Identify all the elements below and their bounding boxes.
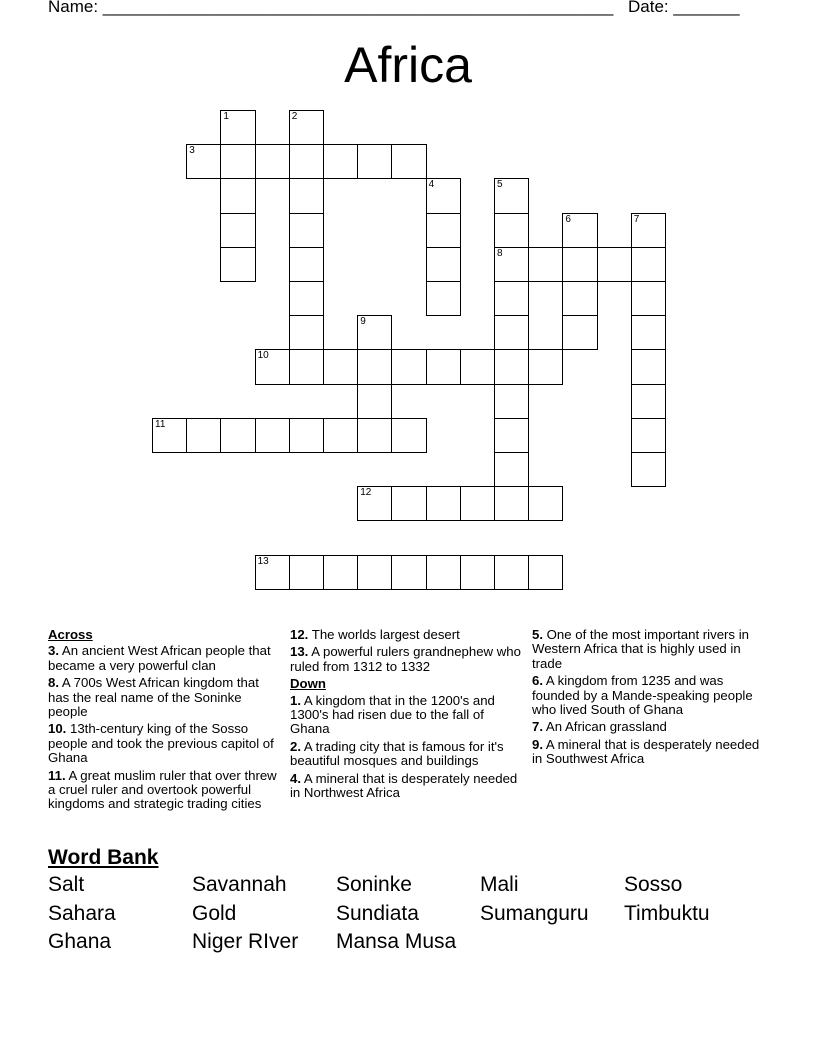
grid-cell[interactable] bbox=[323, 144, 358, 179]
clue-across-13: 13. A powerful rulers grandnephew who ruled from 1312 to 1332 bbox=[290, 644, 521, 674]
grid-cell[interactable] bbox=[357, 144, 392, 179]
grid-cell[interactable] bbox=[357, 555, 392, 590]
clue-across-11: 11. A great muslim ruler that over threw a cruel ruler and overtook powerful kingdoms and strategic trading cities bbox=[48, 767, 277, 812]
grid-cell[interactable] bbox=[494, 213, 529, 248]
grid-cell[interactable] bbox=[460, 555, 495, 590]
grid-cell[interactable] bbox=[391, 418, 426, 453]
grid-cell[interactable] bbox=[391, 144, 426, 179]
grid-cell[interactable] bbox=[528, 555, 563, 590]
grid-cell[interactable] bbox=[494, 178, 529, 213]
grid-cell[interactable] bbox=[494, 452, 529, 487]
grid-cell[interactable] bbox=[357, 486, 392, 521]
page-title: Africa bbox=[344, 37, 472, 93]
grid-cell[interactable] bbox=[391, 555, 426, 590]
grid-cell[interactable] bbox=[494, 384, 529, 419]
clue-across-3: 3. An ancient West African people that became a very powerful clan bbox=[48, 643, 271, 673]
word-bank-word: Mansa Musa bbox=[336, 930, 457, 953]
grid-cell[interactable] bbox=[289, 315, 324, 350]
grid-cell[interactable] bbox=[255, 349, 290, 384]
grid-cell[interactable] bbox=[494, 486, 529, 521]
grid-cell[interactable] bbox=[426, 213, 461, 248]
grid-cell[interactable] bbox=[220, 178, 255, 213]
grid-cell[interactable] bbox=[426, 247, 461, 282]
down-heading: Down bbox=[290, 676, 326, 692]
clues-column-1 bbox=[48, 628, 280, 815]
clue-number: 9 bbox=[360, 316, 366, 328]
grid-cell[interactable] bbox=[562, 247, 597, 282]
clues-column-2 bbox=[290, 628, 522, 803]
word-bank-word: Niger RIver bbox=[192, 930, 299, 953]
grid-cell[interactable] bbox=[289, 281, 324, 316]
word-bank-word: Sumanguru bbox=[480, 902, 589, 925]
clue-down-6: 6. A kingdom from 1235 and was founded by a Mande-speaking people who lived South of Ghana bbox=[532, 673, 753, 718]
clue-number: 10 bbox=[257, 350, 269, 362]
word-bank-title: Word Bank bbox=[48, 846, 159, 869]
word-bank-word: Sosso bbox=[624, 873, 683, 896]
clue-number: 3 bbox=[189, 145, 195, 157]
clue-down-4: 4. A mineral that is desperately needed in Northwest Africa bbox=[290, 770, 518, 801]
grid-cell[interactable] bbox=[357, 418, 392, 453]
grid-cell[interactable] bbox=[460, 349, 495, 384]
grid-cell[interactable] bbox=[255, 144, 290, 179]
grid-cell[interactable] bbox=[357, 349, 392, 384]
grid-cell[interactable] bbox=[494, 281, 529, 316]
grid-cell[interactable] bbox=[323, 555, 358, 590]
grid-cell[interactable] bbox=[528, 349, 563, 384]
grid-cell[interactable] bbox=[289, 555, 324, 590]
grid-cell[interactable] bbox=[426, 349, 461, 384]
clues-column-3 bbox=[532, 628, 768, 770]
grid-cell[interactable] bbox=[186, 418, 221, 453]
grid-cell[interactable] bbox=[494, 247, 529, 282]
grid-cell[interactable] bbox=[426, 555, 461, 590]
clue-down-7: 7. An African grassland bbox=[532, 719, 667, 735]
grid-cell[interactable] bbox=[255, 418, 290, 453]
clue-number: 13 bbox=[257, 555, 269, 567]
date-field[interactable]: Date: _______ bbox=[628, 0, 740, 16]
grid-cell[interactable] bbox=[562, 315, 597, 350]
grid-cell[interactable] bbox=[562, 213, 597, 248]
grid-cell[interactable] bbox=[289, 418, 324, 453]
grid-cell[interactable] bbox=[631, 349, 666, 384]
clue-number: 6 bbox=[565, 213, 571, 225]
word-bank-word: Mali bbox=[480, 873, 519, 896]
grid-cell[interactable] bbox=[631, 452, 666, 487]
word-bank-word: Sundiata bbox=[336, 902, 419, 925]
grid-cell[interactable] bbox=[631, 213, 666, 248]
clue-number: 8 bbox=[497, 247, 503, 259]
grid-cell[interactable] bbox=[528, 247, 563, 282]
grid-cell[interactable] bbox=[426, 281, 461, 316]
grid-cell[interactable] bbox=[597, 247, 632, 282]
grid-cell[interactable] bbox=[289, 144, 324, 179]
grid-cell[interactable] bbox=[220, 110, 255, 145]
grid-cell[interactable] bbox=[460, 486, 495, 521]
clue-number: 4 bbox=[428, 179, 435, 191]
word-bank-word: Salt bbox=[48, 873, 85, 896]
grid-cell[interactable] bbox=[494, 315, 529, 350]
grid-cell[interactable] bbox=[631, 315, 666, 350]
clue-across-10: 10. 13th-century king of the Sosso people and took the previous capitol of Ghana bbox=[48, 721, 274, 766]
clue-number: 1 bbox=[223, 111, 229, 122]
name-field[interactable]: Name: ______________________________________________________ bbox=[48, 0, 614, 16]
grid-cell[interactable] bbox=[426, 486, 461, 521]
grid-cell[interactable] bbox=[494, 418, 529, 453]
grid-cell[interactable] bbox=[631, 281, 666, 316]
grid-cell[interactable] bbox=[289, 110, 324, 145]
clue-number: 11 bbox=[155, 418, 166, 430]
grid-cell[interactable] bbox=[391, 486, 426, 521]
grid-cell[interactable] bbox=[562, 281, 597, 316]
word-bank-word: Sahara bbox=[48, 902, 116, 925]
clue-across-8: 8. A 700s West African kingdom that has the real name of the Soninke people bbox=[48, 675, 259, 720]
grid-cell[interactable] bbox=[631, 247, 666, 282]
grid-cell[interactable] bbox=[357, 315, 392, 350]
word-bank-word: Soninke bbox=[336, 873, 412, 896]
grid-cell[interactable] bbox=[631, 384, 666, 419]
clue-down-1: 1. A kingdom that in the 1200's and 1300's had risen due to the fall of Ghana bbox=[290, 692, 495, 737]
clue-number: 2 bbox=[291, 111, 298, 122]
grid-cell[interactable] bbox=[220, 213, 255, 248]
grid-cell[interactable] bbox=[220, 144, 255, 179]
word-bank-word: Timbuktu bbox=[624, 902, 710, 925]
grid-cell[interactable] bbox=[631, 418, 666, 453]
grid-cell[interactable] bbox=[528, 486, 563, 521]
grid-cell[interactable] bbox=[323, 418, 358, 453]
grid-cell[interactable] bbox=[289, 349, 324, 384]
clue-down-5: 5. One of the most important rivers in Western Africa that is highly used in trade bbox=[532, 627, 749, 671]
clue-number: 7 bbox=[633, 213, 640, 225]
clue-across-12: 12. The worlds largest desert bbox=[290, 627, 460, 642]
grid-cell[interactable] bbox=[289, 213, 324, 248]
word-bank-word: Ghana bbox=[48, 930, 112, 953]
grid-cell[interactable] bbox=[289, 247, 324, 282]
grid-cell[interactable] bbox=[220, 247, 255, 282]
grid-cell[interactable] bbox=[426, 178, 461, 213]
grid-cell[interactable] bbox=[152, 418, 187, 453]
grid-cell[interactable] bbox=[186, 144, 221, 179]
across-heading: Across bbox=[48, 627, 93, 642]
clue-down-9: 9. A mineral that is desperately needed in Southwest Africa bbox=[532, 736, 760, 767]
clue-number: 5 bbox=[497, 179, 503, 191]
clue-down-2: 2. A trading city that is famous for it's beautiful mosques and buildings bbox=[290, 738, 504, 769]
grid-cell[interactable] bbox=[220, 418, 255, 453]
word-bank-word: Gold bbox=[192, 902, 237, 925]
grid-cell[interactable] bbox=[494, 349, 529, 384]
grid-cell[interactable] bbox=[255, 555, 290, 590]
grid-cell[interactable] bbox=[357, 384, 392, 419]
clue-number: 12 bbox=[360, 487, 372, 499]
grid-cell[interactable] bbox=[289, 178, 324, 213]
grid-cell[interactable] bbox=[494, 555, 529, 590]
word-bank-word: Savannah bbox=[192, 873, 287, 896]
grid-cell[interactable] bbox=[323, 349, 358, 384]
grid-cell[interactable] bbox=[391, 349, 426, 384]
